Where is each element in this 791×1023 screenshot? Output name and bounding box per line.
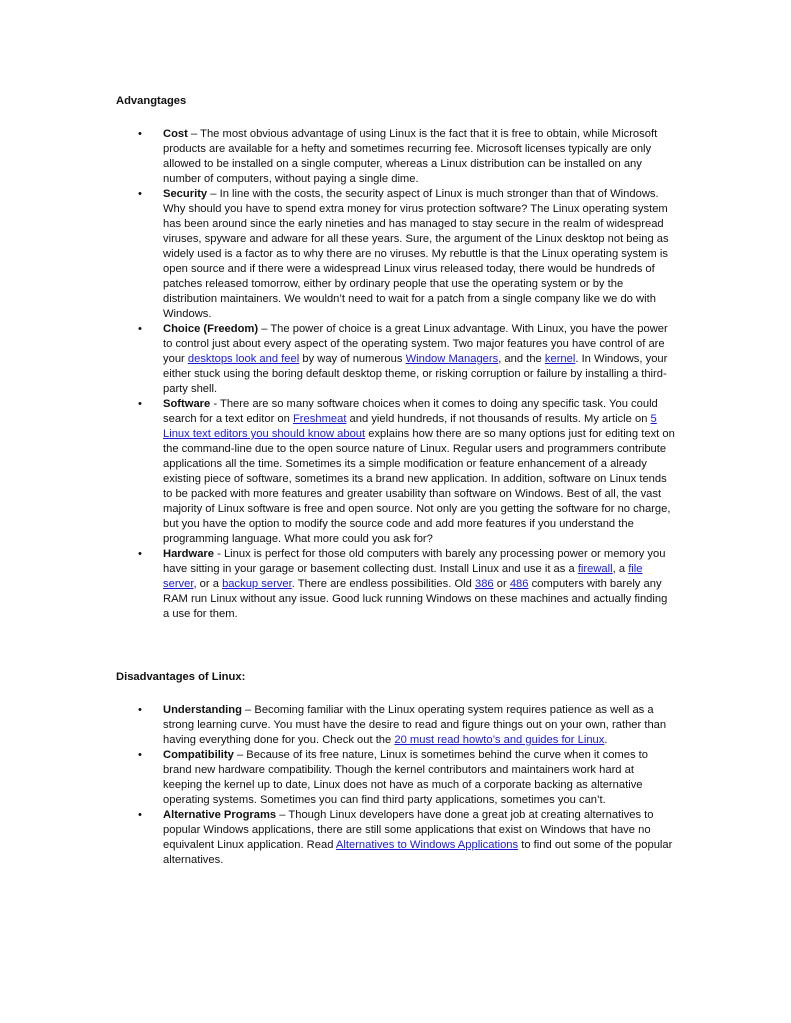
item-text: . There are endless possibilities. Old: [291, 578, 475, 590]
item-text: to find out some of the popular alternatives.: [163, 839, 673, 866]
item-text: - There are so many software choices when it comes to doing any specific task. You could search for a text editor on: [163, 398, 658, 425]
link-desktops-look-and-feel[interactable]: desktops look and feel: [187, 353, 300, 365]
item-text: and yield hundreds, if not thousands of results. My article on: [346, 413, 651, 425]
link-20-must-read-howto-s-and-guides-for-linux[interactable]: 20 must read howto’s and guides for Linux: [394, 734, 605, 746]
list-item-software: [116, 397, 676, 547]
link-486[interactable]: 486: [509, 578, 529, 590]
link-file-server[interactable]: file server: [163, 563, 643, 590]
item-text: .: [604, 734, 608, 746]
bullet-icon: •: [138, 128, 142, 140]
item-term: Cost: [163, 128, 188, 140]
list-item-compatibility: [116, 748, 676, 808]
list-item-cost: [116, 127, 676, 187]
bullet-icon: •: [138, 323, 142, 335]
list-item-security: [116, 187, 676, 322]
link-freshmeat[interactable]: Freshmeat: [292, 413, 347, 425]
list-item-hardware: [116, 547, 676, 622]
link-backup-server[interactable]: backup server: [222, 578, 292, 590]
item-text: . In Windows, your either stuck using the boring default desktop theme, or risking corruption or failure by installing a third-party shell.: [163, 353, 668, 395]
bullet-icon: •: [138, 809, 142, 821]
item-text: or: [493, 578, 510, 590]
link-firewall[interactable]: firewall: [577, 563, 613, 575]
list-item-alternative-programs: [116, 808, 676, 868]
link-kernel[interactable]: kernel: [544, 353, 576, 365]
disadvantages-heading: Disadvantages of Linux:: [116, 671, 246, 683]
bullet-icon: •: [138, 704, 142, 716]
item-text: , or a: [193, 578, 223, 590]
item-text: computers with barely any RAM run Linux without any issue. Good luck running Windows on these machines and actually finding a use for them.: [163, 578, 668, 620]
disadvantages-list: [116, 703, 676, 868]
item-term: Software: [163, 398, 211, 410]
item-text: – Becoming familiar with the Linux operating system requires patience as well as a strong learning curve. You must have the desire to read and figure things out on your own, rather than having everything done for you. Check out the: [163, 704, 667, 746]
item-term: Alternative Programs: [163, 809, 277, 821]
item-text: – The most obvious advantage of using Linux is the fact that it is free to obtain, while Microsoft products are available for a hefty and sometimes recurring fee. Microsoft licenses typically are only allowed to be installed on a single computer, whereas a Linux distribution can be installed on any number of computers, without paying a single dime.: [163, 128, 658, 185]
item-text: , a: [612, 563, 629, 575]
item-text: by way of numerous: [299, 353, 406, 365]
item-term: Security: [163, 188, 208, 200]
item-term: Understanding: [163, 704, 242, 716]
bullet-icon: •: [138, 548, 142, 560]
link-window-managers[interactable]: Window Managers: [405, 353, 499, 365]
item-text: – Because of its free nature, Linux is sometimes behind the curve when it comes to brand new hardware compatibility. Though the kernel contributors and maintainers work hard at keeping the kernel up to date, Linux does not have as much of a corporate backing as alternative operating systems. Sometimes you can find third party applications, sometimes you can’t.: [163, 749, 649, 806]
item-text: – The power of choice is a great Linux advantage. With Linux, you have the power to control just about every aspect of the operating system. Two major features you have control of are your: [163, 323, 668, 365]
bullet-icon: •: [138, 398, 142, 410]
item-term: Hardware: [163, 548, 214, 560]
advantages-heading: Advangtages: [116, 95, 187, 107]
advantages-list: [116, 127, 676, 622]
item-term: Choice (Freedom): [163, 323, 259, 335]
item-text: – Though Linux developers have done a great job at creating alternatives to popular Windows applications, there are still some applications that exist on Windows that have no equivalent Linux application. Read: [163, 809, 654, 851]
item-text: explains how there are so many options just for editing text on the command-line due to the open source nature of Linux. Regular users and programmers contribute applications all the time. Sometimes its a simple modification or feature enhancement of a already existing piece of software, sometimes its a brand new application. In addition, software on Linux tends to be packed with more features and greater usability than software on Windows. Best of all, the vast majority of Linux software is free and open source. Not only are you getting the software for no charge, but you have the option to modify the source code and add more features if you understand the programming language. What more could you ask for?: [163, 428, 675, 545]
link-386[interactable]: 386: [474, 578, 494, 590]
link-5-linux-text-editors-you-should-know-about[interactable]: 5 Linux text editors you should know about: [163, 413, 657, 440]
item-term: Compatibility: [163, 749, 234, 761]
link-alternatives-to-windows-applications[interactable]: Alternatives to Windows Applications: [335, 839, 519, 851]
item-text: , and the: [498, 353, 545, 365]
bullet-icon: •: [138, 188, 142, 200]
list-item-choice-freedom: [116, 322, 676, 397]
list-item-understanding: [116, 703, 676, 748]
item-text: - Linux is perfect for those old computers with barely any processing power or memory you have sitting in your garage or basement collecting dust. Install Linux and use it as a: [163, 548, 666, 575]
bullet-icon: •: [138, 749, 142, 761]
item-text: – In line with the costs, the security aspect of Linux is much stronger than that of Windows. Why should you have to spend extra money for virus protection software? The Linux operating system has been around since the early nineties and has managed to stay secure in the realm of widespread viruses, spyware and adware for all these years. Sure, the argument of the Linux desktop not being as widely used is a factor as to why there are no viruses. My rebuttle is that the Linux operating system is open source and if there were a widespread Linux virus released today, there would be hundreds of patches released tomorrow, either by ordinary people that use the operating system or by the distribution maintainers. We wouldn’t need to wait for a patch from a single company like we do with Windows.: [163, 188, 669, 320]
